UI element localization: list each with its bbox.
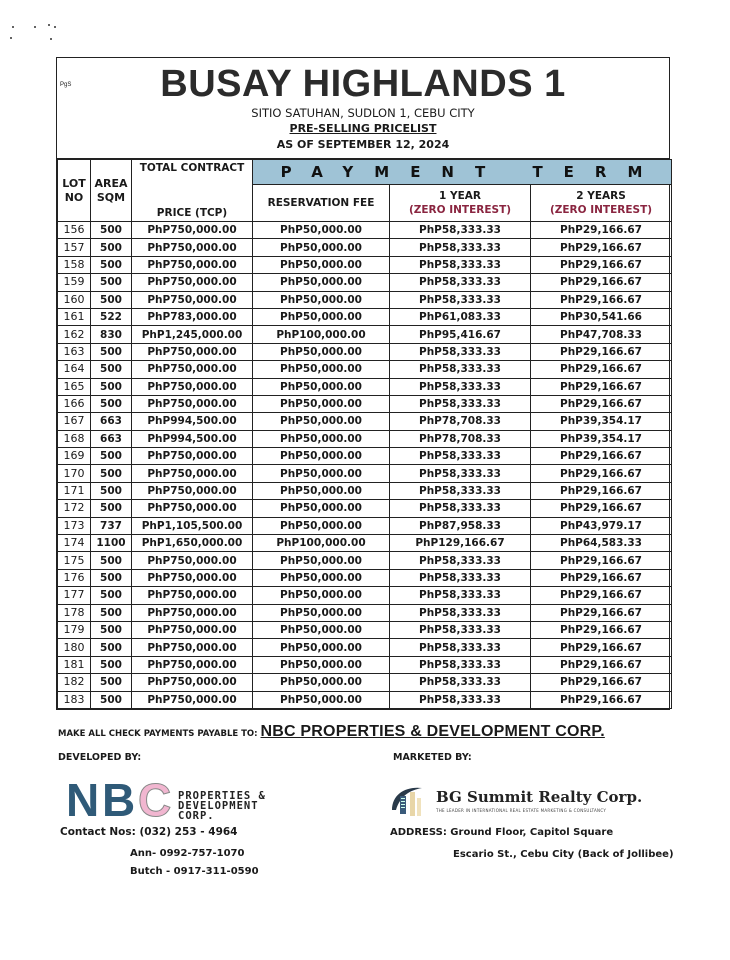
cell-reservation-fee: PhP50,000.00 [253,465,390,482]
cell-two-year-monthly: PhP29,166.67 [531,621,672,638]
developed-by-label: DEVELOPED BY: [58,752,142,763]
cell-area-sqm: 500 [91,587,132,604]
marketer-name: BG Summit Realty Corp. [436,788,643,806]
payable-label: MAKE ALL CHECK PAYMENTS PAYABLE TO: [58,729,258,739]
cell-one-year-monthly: PhP58,333.33 [390,656,531,673]
cell-two-year-monthly: PhP30,541.66 [531,308,672,325]
cell-area-sqm: 500 [91,256,132,273]
cell-reservation-fee: PhP50,000.00 [253,343,390,360]
table-row [58,535,672,552]
cell-reservation-fee: PhP50,000.00 [253,222,390,239]
table-row [58,395,672,412]
table-row [58,691,672,708]
cell-total-contract-price: PhP750,000.00 [132,395,253,412]
table-row [58,604,672,621]
header-area-sqm: AREA SQM [91,160,132,222]
table-row [58,361,672,378]
cell-one-year-monthly: PhP58,333.33 [390,448,531,465]
cell-total-contract-price: PhP750,000.00 [132,621,253,638]
cell-one-year-monthly: PhP58,333.33 [390,639,531,656]
cell-area-sqm: 500 [91,621,132,638]
cell-total-contract-price: PhP750,000.00 [132,291,253,308]
cell-lot-no: 163 [58,343,91,360]
cell-total-contract-price: PhP750,000.00 [132,552,253,569]
cell-total-contract-price: PhP750,000.00 [132,604,253,621]
payable-to: NBC PROPERTIES & DEVELOPMENT CORP. [260,723,605,740]
cell-two-year-monthly: PhP39,354.17 [531,413,672,430]
price-table [57,159,672,709]
cell-total-contract-price: PhP750,000.00 [132,361,253,378]
cell-area-sqm: 500 [91,639,132,656]
cell-reservation-fee: PhP50,000.00 [253,413,390,430]
cell-two-year-monthly: PhP29,166.67 [531,222,672,239]
cell-reservation-fee: PhP50,000.00 [253,274,390,291]
table-row [58,326,672,343]
cell-two-year-monthly: PhP29,166.67 [531,482,672,499]
cell-one-year-monthly: PhP58,333.33 [390,621,531,638]
cell-area-sqm: 500 [91,395,132,412]
cell-reservation-fee: PhP50,000.00 [253,430,390,447]
cell-lot-no: 164 [58,361,91,378]
header-total-contract-price: TOTAL CONTRACT PRICE (TCP) [132,160,253,222]
cell-two-year-monthly: PhP29,166.67 [531,343,672,360]
cell-one-year-monthly: PhP58,333.33 [390,395,531,412]
table-row [58,308,672,325]
table-row [58,587,672,604]
cell-area-sqm: 500 [91,239,132,256]
cell-lot-no: 175 [58,552,91,569]
pricelist-sheet [56,57,670,710]
bg-summit-logo-icon [388,784,428,818]
contact-butch: Butch - 0917-311-0590 [130,866,259,877]
header-1-year: 1 YEAR (ZERO INTEREST) [390,185,531,222]
cell-one-year-monthly: PhP58,333.33 [390,552,531,569]
cell-two-year-monthly: PhP29,166.67 [531,604,672,621]
document-type: PRE-SELLING PRICELIST [289,122,437,135]
cell-two-year-monthly: PhP29,166.67 [531,378,672,395]
cell-lot-no: 180 [58,639,91,656]
cell-two-year-monthly: PhP64,583.33 [531,535,672,552]
cell-area-sqm: 500 [91,482,132,499]
table-row [58,222,672,239]
cell-total-contract-price: PhP750,000.00 [132,448,253,465]
cell-total-contract-price: PhP750,000.00 [132,587,253,604]
cell-area-sqm: 500 [91,569,132,586]
contact-ann: Ann- 0992-757-1070 [130,848,245,859]
cell-reservation-fee: PhP50,000.00 [253,517,390,534]
cell-lot-no: 178 [58,604,91,621]
nbc-logo-n: N [66,774,100,826]
cell-reservation-fee: PhP100,000.00 [253,535,390,552]
cell-total-contract-price: PhP750,000.00 [132,482,253,499]
cell-area-sqm: 500 [91,343,132,360]
cell-one-year-monthly: PhP58,333.33 [390,239,531,256]
cell-two-year-monthly: PhP29,166.67 [531,674,672,691]
cell-one-year-monthly: PhP58,333.33 [390,674,531,691]
cell-total-contract-price: PhP1,105,500.00 [132,517,253,534]
title-block [57,58,669,159]
cell-two-year-monthly: PhP29,166.67 [531,500,672,517]
marketer-address-line2: Escario St., Cebu City (Back of Jollibee) [453,849,674,860]
table-row [58,569,672,586]
cell-total-contract-price: PhP1,245,000.00 [132,326,253,343]
cell-area-sqm: 830 [91,326,132,343]
cell-two-year-monthly: PhP29,166.67 [531,361,672,378]
cell-one-year-monthly: PhP58,333.33 [390,343,531,360]
cell-lot-no: 165 [58,378,91,395]
marketed-by-label: MARKETED BY: [393,752,472,763]
table-row [58,517,672,534]
cell-one-year-monthly: PhP61,083.33 [390,308,531,325]
cell-reservation-fee: PhP50,000.00 [253,361,390,378]
cell-area-sqm: 500 [91,222,132,239]
cell-lot-no: 158 [58,256,91,273]
cell-reservation-fee: PhP50,000.00 [253,448,390,465]
cell-reservation-fee: PhP50,000.00 [253,639,390,656]
cell-area-sqm: 500 [91,361,132,378]
cell-lot-no: 166 [58,395,91,412]
nbc-logo [66,774,176,826]
cell-one-year-monthly: PhP58,333.33 [390,274,531,291]
cell-area-sqm: 500 [91,448,132,465]
cell-two-year-monthly: PhP29,166.67 [531,569,672,586]
cell-area-sqm: 737 [91,517,132,534]
cell-two-year-monthly: PhP29,166.67 [531,465,672,482]
cell-lot-no: 161 [58,308,91,325]
cell-total-contract-price: PhP750,000.00 [132,256,253,273]
table-row [58,239,672,256]
cell-two-year-monthly: PhP47,708.33 [531,326,672,343]
cell-two-year-monthly: PhP29,166.67 [531,552,672,569]
cell-total-contract-price: PhP994,500.00 [132,413,253,430]
cell-area-sqm: 500 [91,604,132,621]
table-row [58,343,672,360]
cell-lot-no: 182 [58,674,91,691]
cell-one-year-monthly: PhP58,333.33 [390,587,531,604]
cell-reservation-fee: PhP50,000.00 [253,291,390,308]
project-title: BUSAY HIGHLANDS 1 [160,63,566,105]
marketer-tagline: THE LEADER IN INTERNATIONAL REAL ESTATE MARKETING & CONSULTANCY [436,808,607,813]
header-reservation-fee: RESERVATION FEE [253,185,390,222]
cell-reservation-fee: PhP50,000.00 [253,482,390,499]
cell-area-sqm: 500 [91,500,132,517]
cell-reservation-fee: PhP50,000.00 [253,569,390,586]
header-2-years: 2 YEARS (ZERO INTEREST) [531,185,672,222]
cell-total-contract-price: PhP750,000.00 [132,639,253,656]
cell-area-sqm: 500 [91,274,132,291]
cell-reservation-fee: PhP100,000.00 [253,326,390,343]
project-location: SITIO SATUHAN, SUDLON 1, CEBU CITY [251,106,475,120]
table-row [58,413,672,430]
cell-total-contract-price: PhP1,650,000.00 [132,535,253,552]
nbc-logo-b: B [102,774,136,826]
cell-one-year-monthly: PhP95,416.67 [390,326,531,343]
cell-total-contract-price: PhP750,000.00 [132,691,253,708]
cell-lot-no: 162 [58,326,91,343]
cell-reservation-fee: PhP50,000.00 [253,587,390,604]
table-row [58,639,672,656]
cell-lot-no: 156 [58,222,91,239]
table-row [58,274,672,291]
cell-total-contract-price: PhP750,000.00 [132,656,253,673]
cell-area-sqm: 522 [91,308,132,325]
cell-two-year-monthly: PhP29,166.67 [531,291,672,308]
cell-lot-no: 179 [58,621,91,638]
table-row [58,674,672,691]
cell-reservation-fee: PhP50,000.00 [253,378,390,395]
cell-reservation-fee: PhP50,000.00 [253,239,390,256]
cell-total-contract-price: PhP750,000.00 [132,239,253,256]
cell-lot-no: 167 [58,413,91,430]
cell-two-year-monthly: PhP29,166.67 [531,691,672,708]
table-row [58,465,672,482]
cell-lot-no: 176 [58,569,91,586]
cell-one-year-monthly: PhP58,333.33 [390,569,531,586]
cell-reservation-fee: PhP50,000.00 [253,308,390,325]
table-row [58,448,672,465]
cell-total-contract-price: PhP750,000.00 [132,343,253,360]
table-row [58,552,672,569]
cell-one-year-monthly: PhP58,333.33 [390,500,531,517]
scan-specks [8,24,68,54]
marketer-address-line1: ADDRESS: Ground Floor, Capitol Square [390,827,614,838]
cell-lot-no: 157 [58,239,91,256]
cell-reservation-fee: PhP50,000.00 [253,621,390,638]
cell-lot-no: 170 [58,465,91,482]
cell-two-year-monthly: PhP39,354.17 [531,430,672,447]
table-row [58,430,672,447]
table-row [58,656,672,673]
payable-note [58,723,605,741]
cell-area-sqm: 500 [91,656,132,673]
cell-one-year-monthly: PhP58,333.33 [390,482,531,499]
cell-two-year-monthly: PhP29,166.67 [531,639,672,656]
cell-lot-no: 168 [58,430,91,447]
cell-lot-no: 183 [58,691,91,708]
cell-lot-no: 172 [58,500,91,517]
header-payment-term: PAYMENT TERM [253,160,672,185]
cell-area-sqm: 500 [91,291,132,308]
cell-two-year-monthly: PhP29,166.67 [531,239,672,256]
table-row [58,621,672,638]
cell-reservation-fee: PhP50,000.00 [253,552,390,569]
cell-total-contract-price: PhP783,000.00 [132,308,253,325]
cell-reservation-fee: PhP50,000.00 [253,674,390,691]
cell-lot-no: 177 [58,587,91,604]
cell-reservation-fee: PhP50,000.00 [253,395,390,412]
cell-one-year-monthly: PhP58,333.33 [390,256,531,273]
cell-reservation-fee: PhP50,000.00 [253,604,390,621]
cell-one-year-monthly: PhP58,333.33 [390,691,531,708]
cell-reservation-fee: PhP50,000.00 [253,691,390,708]
cell-area-sqm: 500 [91,378,132,395]
table-row [58,482,672,499]
cell-two-year-monthly: PhP29,166.67 [531,448,672,465]
contact-numbers: Contact Nos: (032) 253 - 4964 [60,826,238,838]
table-row [58,378,672,395]
cell-two-year-monthly: PhP43,979.17 [531,517,672,534]
price-rows [58,222,672,709]
cell-area-sqm: 500 [91,674,132,691]
cell-total-contract-price: PhP994,500.00 [132,430,253,447]
header-lot-no: LOT NO [58,160,91,222]
cell-one-year-monthly: PhP129,166.67 [390,535,531,552]
cell-reservation-fee: PhP50,000.00 [253,256,390,273]
nbc-logo-text: PROPERTIES & DEVELOPMENT CORP. [178,790,266,822]
cell-reservation-fee: PhP50,000.00 [253,656,390,673]
cell-lot-no: 160 [58,291,91,308]
cell-area-sqm: 663 [91,413,132,430]
cell-total-contract-price: PhP750,000.00 [132,274,253,291]
cell-total-contract-price: PhP750,000.00 [132,222,253,239]
cell-one-year-monthly: PhP58,333.33 [390,378,531,395]
cell-one-year-monthly: PhP58,333.33 [390,222,531,239]
cell-area-sqm: 500 [91,552,132,569]
cell-one-year-monthly: PhP58,333.33 [390,291,531,308]
page-mark: PgS [60,82,72,88]
cell-lot-no: 159 [58,274,91,291]
cell-area-sqm: 500 [91,465,132,482]
cell-total-contract-price: PhP750,000.00 [132,465,253,482]
cell-lot-no: 169 [58,448,91,465]
cell-total-contract-price: PhP750,000.00 [132,674,253,691]
as-of-date: AS OF SEPTEMBER 12, 2024 [276,138,450,151]
nbc-logo-c: C [138,774,172,826]
cell-lot-no: 173 [58,517,91,534]
cell-total-contract-price: PhP750,000.00 [132,378,253,395]
cell-total-contract-price: PhP750,000.00 [132,500,253,517]
cell-two-year-monthly: PhP29,166.67 [531,256,672,273]
cell-lot-no: 181 [58,656,91,673]
table-row [58,256,672,273]
cell-two-year-monthly: PhP29,166.67 [531,587,672,604]
table-row [58,291,672,308]
cell-two-year-monthly: PhP29,166.67 [531,395,672,412]
cell-area-sqm: 1100 [91,535,132,552]
cell-reservation-fee: PhP50,000.00 [253,500,390,517]
cell-one-year-monthly: PhP78,708.33 [390,430,531,447]
cell-two-year-monthly: PhP29,166.67 [531,656,672,673]
cell-lot-no: 171 [58,482,91,499]
cell-one-year-monthly: PhP87,958.33 [390,517,531,534]
cell-area-sqm: 500 [91,691,132,708]
cell-one-year-monthly: PhP78,708.33 [390,413,531,430]
cell-one-year-monthly: PhP58,333.33 [390,465,531,482]
cell-area-sqm: 663 [91,430,132,447]
cell-one-year-monthly: PhP58,333.33 [390,361,531,378]
cell-two-year-monthly: PhP29,166.67 [531,274,672,291]
table-row [58,500,672,517]
cell-total-contract-price: PhP750,000.00 [132,569,253,586]
cell-one-year-monthly: PhP58,333.33 [390,604,531,621]
cell-lot-no: 174 [58,535,91,552]
